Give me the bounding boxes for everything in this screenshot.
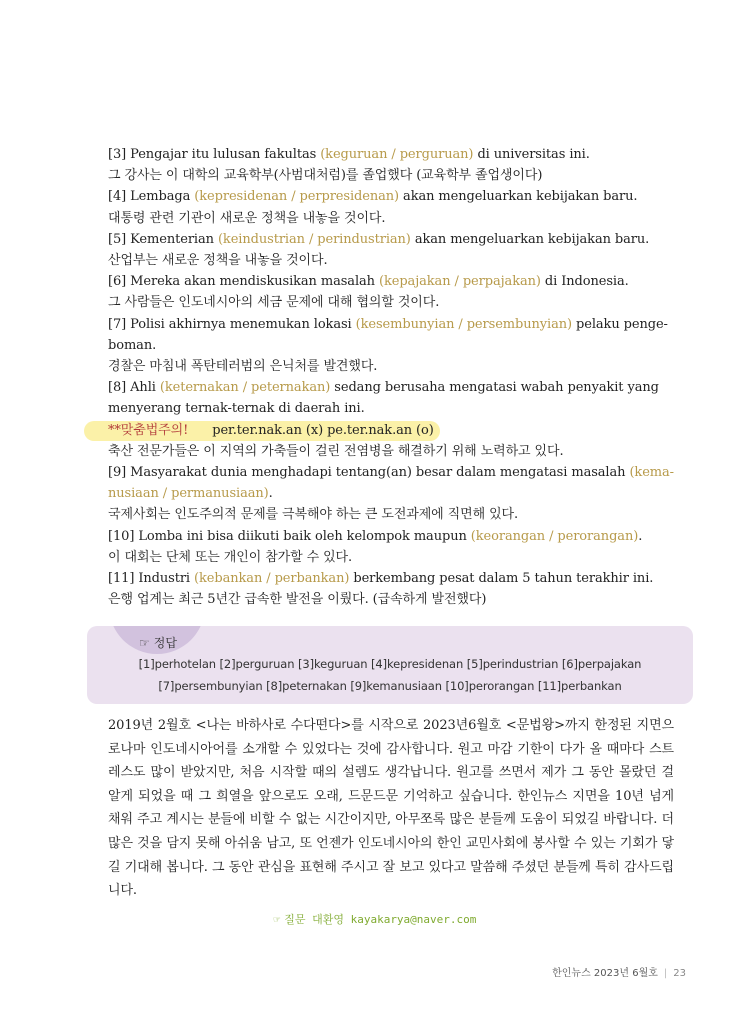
answer-line-1: [1]perhotelan [2]perguruan [3]keguruan [4]kepresidenan [5]perindustrian [6]perpajakan — [138, 657, 642, 671]
footer-divider: | — [663, 968, 668, 979]
exercise-9-options: (kema- — [629, 465, 674, 481]
exercise-5-options: (keindustrian / perindustrian) — [217, 231, 411, 247]
exercise-7-sentence-cont: boman. — [108, 337, 157, 353]
answer-line-2: [7]persembunyian [8]peternakan [9]kemanusiaan [10]perorangan [11]perbankan — [158, 679, 622, 693]
exercise-3-options: (keguruan / perguruan) — [320, 147, 474, 162]
exercise-11-options: (kebankan / perbankan) — [194, 571, 350, 587]
exercise-8-sentence: [8] Ahli (keternakan / peternakan) sedang berusaha mengatasi wabah penyakit yang — [108, 380, 659, 396]
exercise-3-translation: 그 강사는 이 대학의 교육학부(사범대처럼)를 졸업했다 (교육학부 졸업생이다) — [108, 168, 543, 184]
exercise-8-options: (keternakan / peternakan) — [159, 380, 331, 396]
page-number: 23 — [673, 968, 686, 979]
exercise-8-sentence-cont: menyerang ternak-ternak di daerah ini. — [108, 401, 365, 417]
closing-paragraph: 2019년 2월호 <나는 바하사로 수다떤다>를 시작으로 2023년6월호 <문법왕>까지 한정된 지면으로나마 인도네시아어를 소개할 수 있었다는 것에 감사합니다. 원고 마감 기한이 다가 올 때마다 스트레스도 많이 받았지만, 처음 시작할 때의 설렘도 생각납니다. 원고를 쓰면서 제가 그 동안 몰랐던 걸 알게 되었을 때 그 희열을 앞으로도 오래, 드문드문 기억하고 싶습니다. 한인뉴스 지면을 10년 넘게 채워 주고 계시는 분들에 비할 수 없는 시간이지만, 아무쪼록 많은 분들께 도움이 되었길 바랍니다. 더 많은 것을 담지 못해 아쉬움 남고, 또 언젠가 인도네시아의 한인 교민사회에 봉사할 수 있는 기회가 닿길 기대해 봅니다. 그 동안 관심을 표현해 주시고 잘 보고 있다고 말씀해 주셨던 분들께 특히 감사드립니다. — [108, 718, 674, 899]
page-footer — [552, 964, 686, 979]
exercise-4-options: (kepresidenan / perpresidenan) — [194, 189, 400, 205]
exercise-11-sentence: [11] Industri (kebankan / perbankan) berkembang pesat dalam 5 tahun terakhir ini. — [108, 571, 654, 587]
exercise-3-sentence: [3] Pengajar itu lulusan fakultas (keguruan / perguruan) di universitas ini. — [108, 147, 590, 162]
exercise-9-sentence-cont: nusiaan / permanusiaan). — [108, 486, 273, 502]
exercise-10-options: (keorangan / perorangan) — [470, 528, 639, 544]
spelling-note — [108, 420, 674, 441]
exercise-6-translation: 그 사람들은 인도네시아의 세금 문제에 대해 협의할 것이다. — [108, 295, 440, 311]
pointing-hand-icon: ☞ — [139, 636, 150, 650]
exercise-list — [108, 144, 674, 610]
answer-heading: ☞ 정답 — [139, 636, 177, 650]
pointing-hand-icon: ☞ — [273, 913, 281, 926]
exercise-5-sentence: [5] Kementerian (keindustrian / perindustrian) akan mengeluarkan kebijakan baru. — [108, 231, 650, 247]
exercise-10-translation: 이 대회는 단체 또는 개인이 참가할 수 있다. — [108, 549, 353, 565]
signature — [0, 911, 750, 927]
exercise-7-options: (kesembunyian / persembunyian) — [355, 316, 572, 332]
publication-name: 한인뉴스 2023년 6월호 — [552, 968, 658, 979]
exercise-5-translation: 산업부는 새로운 정책을 내놓을 것이다. — [108, 253, 328, 269]
exercise-7-sentence: [7] Polisi akhirnya menemukan lokasi (kesembunyian / persembunyian) pelaku penge- — [108, 316, 668, 332]
exercise-4-translation: 대통령 관련 기관이 새로운 정책을 내놓을 것이다. — [108, 210, 386, 226]
exercise-9-sentence: [9] Masyarakat dunia menghadapi tentang(an) besar dalam mengatasi masalah (kema- — [108, 465, 674, 481]
answer-box — [87, 626, 693, 704]
note-title: **맞춤법주의! — [108, 422, 189, 438]
exercise-6-options: (kepajakan / perpajakan) — [378, 274, 541, 290]
exercise-8-translation: 축산 전문가들은 이 지역의 가축들이 걸린 전염병을 해결하기 위해 노력하고 있다. — [108, 443, 564, 459]
note-spelling: per.ter.nak.an (x) pe.ter.nak.an (o) — [212, 422, 434, 438]
contact-email: 질문 대환영 kayakarya@naver.com — [284, 913, 477, 926]
exercise-6-sentence: [6] Mereka akan mendiskusikan masalah (kepajakan / perpajakan) di Indonesia. — [108, 274, 629, 290]
exercise-4-sentence: [4] Lembaga (kepresidenan / perpresidenan) akan mengeluarkan kebijakan baru. — [108, 189, 638, 205]
exercise-10-sentence: [10] Lomba ini bisa diikuti baik oleh kelompok maupun (keorangan / perorangan). — [108, 528, 643, 544]
exercise-11-translation: 은행 업계는 최근 5년간 급속한 발전을 이뤘다. (급속하게 발전했다) — [108, 592, 487, 608]
exercise-7-translation: 경찰은 마침내 폭탄테러범의 은닉처를 발견했다. — [108, 359, 378, 375]
exercise-9-translation: 국제사회는 인도주의적 문제를 극복해야 하는 큰 도전과제에 직면해 있다. — [108, 507, 519, 523]
